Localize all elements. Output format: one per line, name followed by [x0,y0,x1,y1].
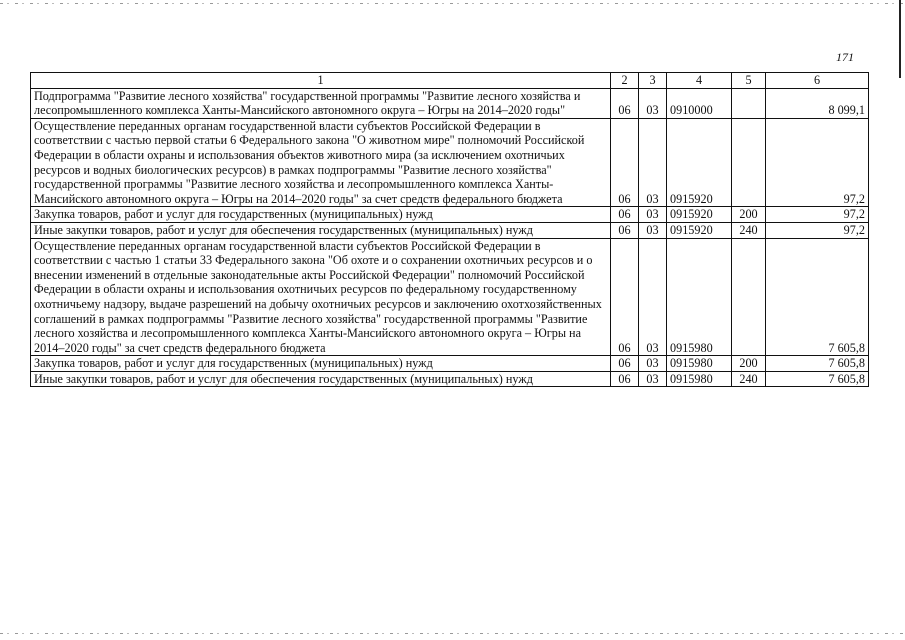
row-subsection-code: 03 [639,356,667,372]
table-row [31,371,869,387]
table-row [31,238,869,356]
row-subsection-code: 03 [639,222,667,238]
row-section-code: 06 [611,356,639,372]
row-expense-type [732,118,766,207]
table-row [31,118,869,207]
header-col-6: 6 [766,73,869,89]
row-description: Закупка товаров, работ и услуг для государственных (муниципальных) нужд [31,356,611,372]
row-target-item: 0915980 [667,238,732,356]
row-expense-type [732,238,766,356]
row-subsection-code: 03 [639,88,667,118]
scan-edge-right [899,0,901,78]
header-col-2: 2 [611,73,639,89]
header-col-4: 4 [667,73,732,89]
header-col-1: 1 [31,73,611,89]
table-header-row [31,73,869,89]
budget-table [30,72,869,387]
row-amount: 7 605,8 [766,238,869,356]
row-subsection-code: 03 [639,118,667,207]
row-expense-type: 200 [732,356,766,372]
table-row [31,222,869,238]
scan-edge-bottom [0,633,905,634]
row-description: Иные закупки товаров, работ и услуг для обеспечения государственных (муниципальных) нужд [31,371,611,387]
row-amount: 7 605,8 [766,371,869,387]
header-col-3: 3 [639,73,667,89]
row-description: Осуществление переданных органам государственной власти субъектов Российской Федерации в соответствии с частью первой статьи 6 Федерального закона "О животном мире" полномочий Российской Федерации в области охраны и использования объектов животного мира (за исключением охотничьих ресурсов и водных биологических ресурсов) в рамках подпрограммы "Развитие лесного хозяйства" государственной программы "Развитие лесного хозяйства и лесопромышленного комплекса Ханты-Мансийского автономного округа – Югры на 2014–2020 годы" за счет средств федерального бюджета [31,118,611,207]
table-row [31,88,869,118]
scan-edge-top [0,3,905,4]
row-description: Осуществление переданных органам государственной власти субъектов Российской Федерации в соответствии с частью 1 статьи 33 Федерального закона "Об охоте и о сохранении охотничьих ресурсов и о внесении изменений в отдельные законодательные акты Российской Федерации" полномочий Российской Федерации в области охраны и использования охотничьих ресурсов по федеральному государственному охотничьему надзору, выдаче разрешений на добычу охотничьих ресурсов и заключению охотхозяйственных соглашений в рамках подпрограммы "Развитие лесного хозяйства" государственной программы "Развитие лесного хозяйства и лесопромышленного комплекса Ханты-Мансийского автономного округа – Югры на 2014–2020 годы" за счет средств федерального бюджета [31,238,611,356]
row-description: Закупка товаров, работ и услуг для государственных (муниципальных) нужд [31,207,611,223]
row-expense-type: 240 [732,222,766,238]
row-target-item: 0915980 [667,356,732,372]
row-amount: 97,2 [766,222,869,238]
row-description: Подпрограмма "Развитие лесного хозяйства" государственной программы "Развитие лесного хозяйства и лесопромышленного комплекса Ханты-Мансийского автономного округа – Югры на 2014–2020 годы" [31,88,611,118]
row-target-item: 0915920 [667,207,732,223]
row-expense-type [732,88,766,118]
row-section-code: 06 [611,222,639,238]
row-expense-type: 240 [732,371,766,387]
row-section-code: 06 [611,238,639,356]
table-row [31,356,869,372]
row-section-code: 06 [611,88,639,118]
row-subsection-code: 03 [639,238,667,356]
table-row [31,207,869,223]
row-target-item: 0915920 [667,118,732,207]
row-amount: 8 099,1 [766,88,869,118]
row-subsection-code: 03 [639,371,667,387]
row-target-item: 0915920 [667,222,732,238]
row-amount: 7 605,8 [766,356,869,372]
row-subsection-code: 03 [639,207,667,223]
row-target-item: 0915980 [667,371,732,387]
row-amount: 97,2 [766,118,869,207]
row-target-item: 0910000 [667,88,732,118]
row-section-code: 06 [611,118,639,207]
row-description: Иные закупки товаров, работ и услуг для обеспечения государственных (муниципальных) нужд [31,222,611,238]
header-col-5: 5 [732,73,766,89]
row-section-code: 06 [611,207,639,223]
row-section-code: 06 [611,371,639,387]
page-number: 171 [836,50,854,64]
row-expense-type: 200 [732,207,766,223]
row-amount: 97,2 [766,207,869,223]
